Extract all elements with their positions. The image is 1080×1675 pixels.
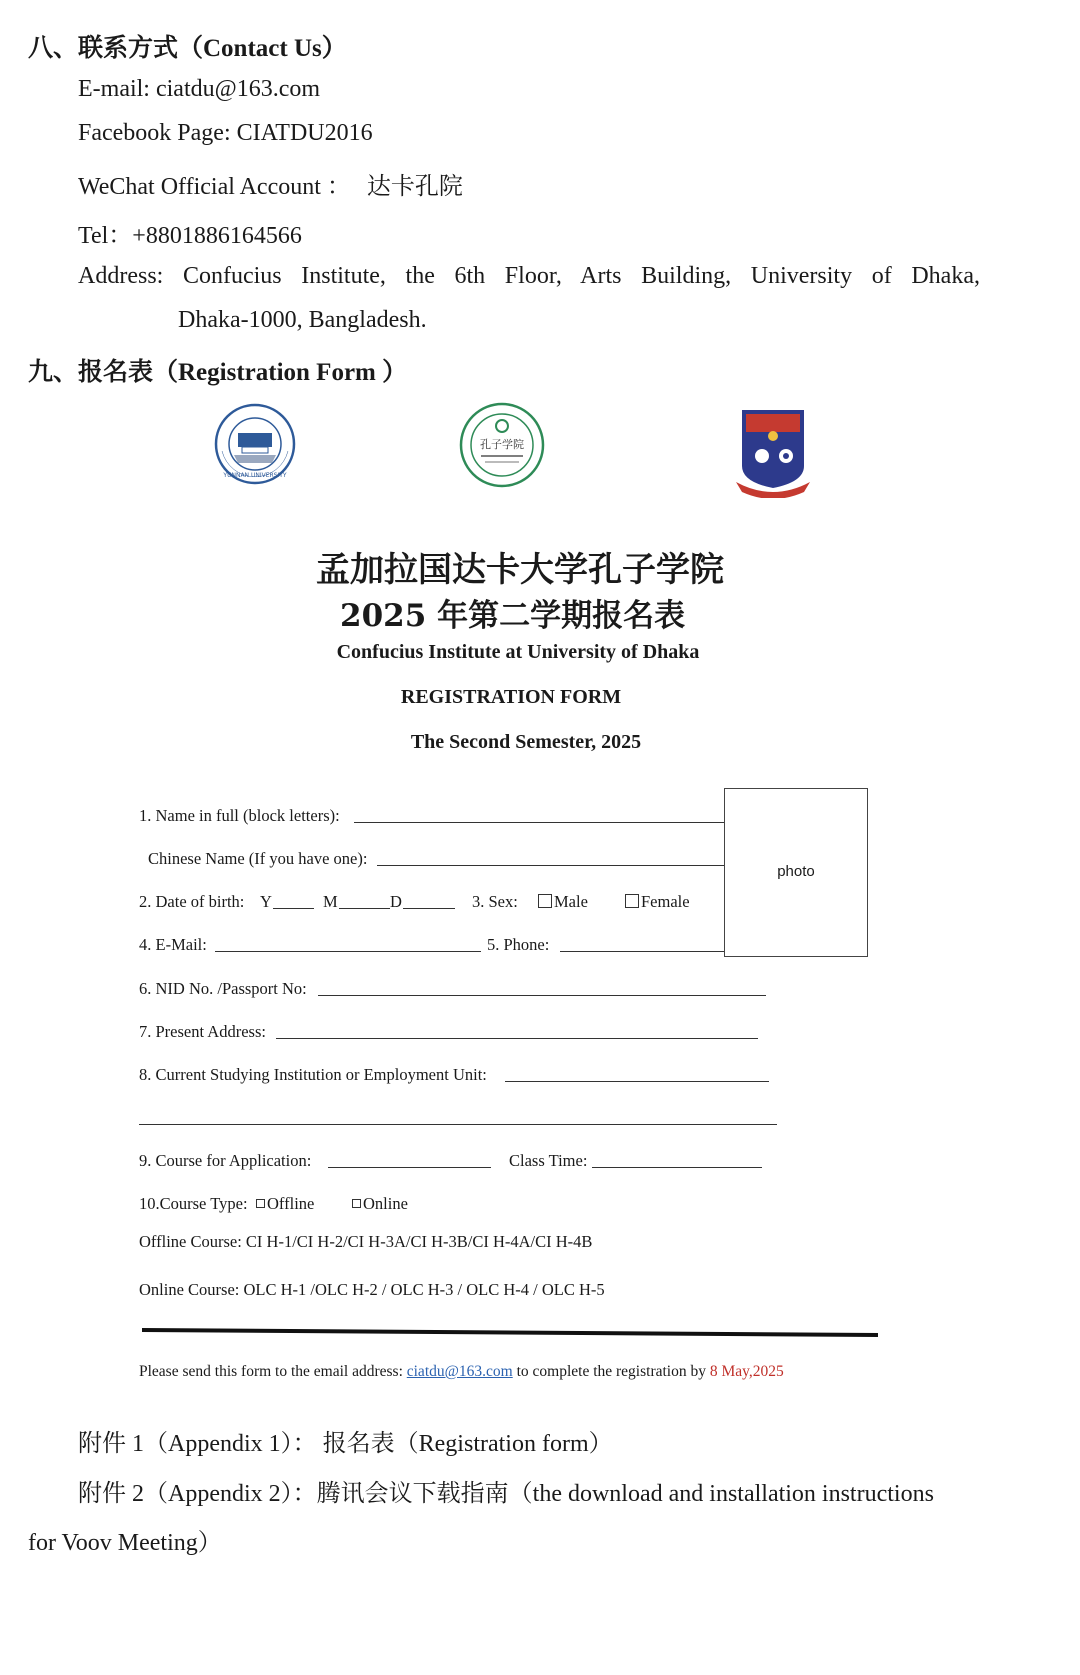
dob-d-label: D [390,892,402,911]
sex-label: 3. Sex: [472,892,518,911]
female-checkbox[interactable] [625,894,639,908]
female-label: Female [641,892,690,911]
confucius-seal-text: 孔子学院 [480,438,524,451]
address-label: 7. Present Address: [139,1022,266,1041]
online-option[interactable] [352,1194,408,1214]
university-of-dhaka-crest-icon [734,406,812,498]
male-label: Male [554,892,588,911]
contact-email: E-mail: ciatdu@163.com [78,76,321,102]
online-label: Online [363,1194,408,1213]
photo-box[interactable] [724,788,868,957]
footer-note [139,1363,784,1381]
contact-wechat [78,166,463,201]
dob-y-label: Y [260,892,272,911]
dob-month-input[interactable] [339,908,390,909]
footer-email-link[interactable]: ciatdu@163.com [406,1363,513,1380]
dob-day-input[interactable] [403,908,455,909]
sex-female-option[interactable] [625,892,690,912]
email-input[interactable] [215,951,481,952]
wechat-label: WeChat Official Account ： [78,174,351,200]
appendix-2-line1: 附件 2（Appendix 2）：腾讯会议下载指南（the download and installation instructions [78,1481,934,1507]
contact-facebook: Facebook Page: CIATDU2016 [78,120,373,146]
confucius-institute-seal-icon [459,402,545,488]
contact-tel: Tel：+8801886164566 [78,223,302,249]
offline-label: Offline [267,1194,315,1213]
nid-input[interactable] [318,995,766,996]
name-label: 1. Name in full (block letters): [139,806,340,825]
class-time-input[interactable] [592,1167,762,1168]
thick-divider [140,1326,882,1340]
form-title-en2: REGISTRATION FORM [400,686,622,708]
yunnan-seal-text: YUNNAN UNIVERSITY [223,472,287,479]
dob-year-input[interactable] [273,908,314,909]
contact-address-line1: Address: Confucius Institute, the 6th Floor, Arts Building, University of Dhaka, [78,263,980,289]
contact-address-line2: Dhaka-1000, Bangladesh. [178,307,427,333]
dob-m-label: M [323,892,338,911]
contact-heading: 八、联系方式（Contact Us） [28,35,347,62]
online-checkbox[interactable] [352,1199,361,1208]
offline-option[interactable] [256,1194,314,1214]
address-input[interactable] [276,1038,758,1039]
institution-input-line2[interactable] [139,1124,777,1125]
sex-male-option[interactable] [538,892,588,912]
offline-checkbox[interactable] [256,1199,265,1208]
form-title-en1: Confucius Institute at University of Dhaka [336,641,700,663]
institution-input[interactable] [505,1081,769,1082]
course-input[interactable] [328,1167,491,1168]
yunnan-university-seal-icon [214,403,296,485]
class-time-label: Class Time: [509,1151,588,1170]
wechat-value: 达卡孔院 [366,174,463,200]
email-label: 4. E-Mail: [139,935,207,954]
course-label: 9. Course for Application: [139,1151,312,1170]
form-title-cn2: 2025 年第二学期报名表 [340,598,686,634]
form-title-en3: The Second Semester, 2025 [410,731,642,753]
photo-label: photo [777,863,815,880]
course-type-label: 10.Course Type: [139,1194,248,1213]
phone-label: 5. Phone: [487,935,550,954]
chinese-name-label: Chinese Name (If you have one): [148,849,368,868]
appendix-2-line2: for Voov Meeting） [28,1530,222,1556]
appendix-1: 附件 1（Appendix 1）： 报名表（Registration form） [78,1431,613,1457]
dob-label: 2. Date of birth: [139,892,245,911]
footer-mid: to complete the registration by [512,1363,710,1380]
institution-label: 8. Current Studying Institution or Employment Unit: [139,1065,487,1084]
online-courses: Online Course: OLC H-1 /OLC H-2 / OLC H-3 / OLC H-4 / OLC H-5 [139,1280,605,1299]
registration-heading: 九、报名表（Registration Form ） [28,359,408,386]
form-title-cn1: 孟加拉国达卡大学孔子学院 [316,550,724,590]
nid-label: 6. NID No. /Passport No: [139,979,307,998]
name-input[interactable] [354,822,724,823]
chinese-name-input[interactable] [377,865,724,866]
footer-pre: Please send this form to the email address: [139,1363,407,1380]
male-checkbox[interactable] [538,894,552,908]
phone-input[interactable] [560,951,724,952]
footer-deadline: 8 May,2025 [709,1363,784,1380]
offline-courses: Offline Course: CI H-1/CI H-2/CI H-3A/CI H-3B/CI H-4A/CI H-4B [139,1232,593,1251]
